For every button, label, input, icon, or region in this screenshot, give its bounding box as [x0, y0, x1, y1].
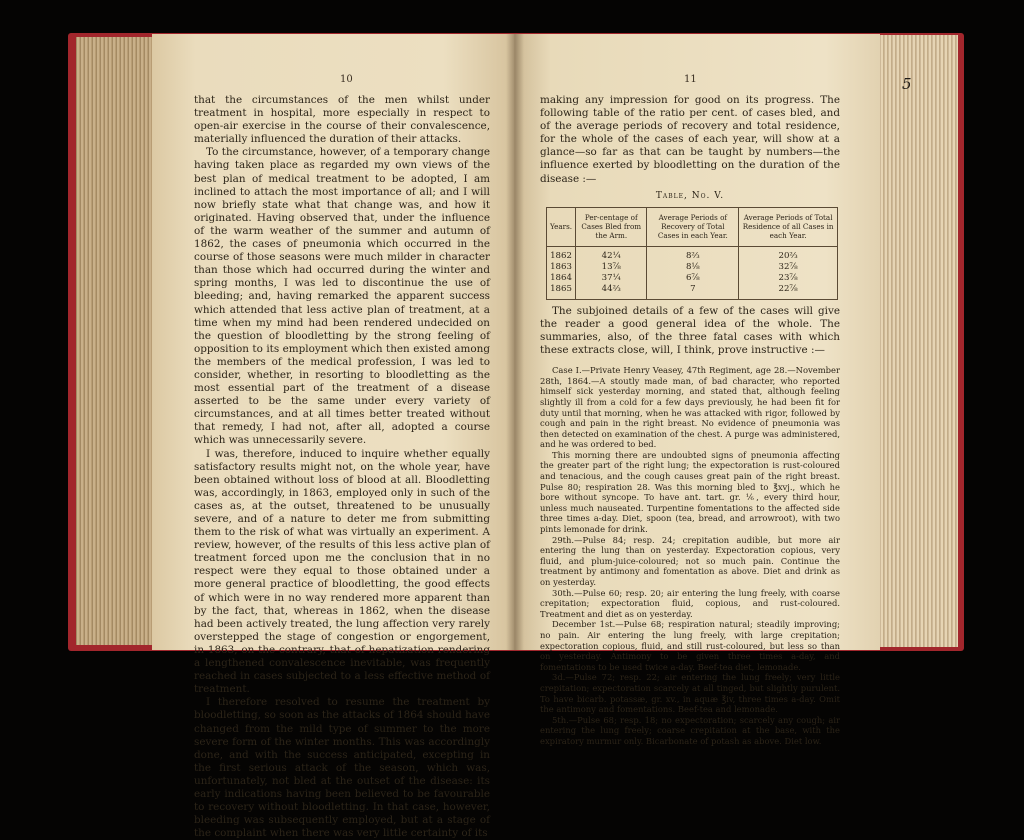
right-page-edges — [876, 35, 958, 647]
left-page — [152, 34, 516, 840]
case-paragraph: December 1st.—Pulse 68; respiration natural; steadily improving; no pain. Air entering the lung freely, with large crepitation; expectoration copious, fluid, and still rust-coloured, but less so than on yesterday. Antimony to be given three times a-day, and fomentations to be used twice a-day. Beef-tea diet, lemonade. — [540, 619, 840, 672]
table-header: Average Periods of Total Residence of all Cases in each Year. — [739, 207, 838, 246]
table-cell-residence: 20⅔ 32⅞ 23⅞ 22⅞ — [739, 246, 838, 299]
left-page-edges — [76, 37, 158, 645]
data-table — [546, 207, 838, 300]
case-notes — [540, 365, 840, 746]
table-header: Per-centage of Cases Bled from the Arm. — [576, 207, 647, 246]
paragraph: The subjoined details of a few of the cases will give the reader a good general idea of the whole. The summaries, also, of the three fatal cases with which these extracts close, will, I think, prove instructive :— — [540, 304, 840, 357]
table-header: Average Periods of Recovery of Total Cases in each Year. — [647, 207, 739, 246]
table-cell-recovery: 8⅔ 8⅛ 6⅞ 7 — [647, 246, 739, 299]
case-paragraph: 3d.—Pulse 72; resp. 22; air entering the lung freely; very little crepitation; expectoration scarcely at all tinged, but slightly purulent. To have bicarb. potassæ, gr. xv., in aquæ ℥iv, three times a-day. Omit the antimony and fomentations. Beef-tea and lemonade. — [540, 672, 840, 715]
table-title: Table, No. V. — [655, 190, 725, 201]
table-header-row — [547, 207, 838, 246]
page-number: 11 — [684, 74, 697, 85]
paragraph: I therefore resolved to resume the treatment by bloodletting, so soon as the attacks of 1864 should have changed from the mild type of summer to the more severe form of the winter months. This was accordingly done, and with the success anticipated, excepting in the first serious attack of the season, which was, unfortunately, not bled at the outset of the disease: its early indications having been believed to be favourable to recovery without bloodletting. In that case, however, bleeding was subsequently employed, but at a stage of the complaint when there was very little certainty of its — [194, 696, 490, 840]
table-cell-bled: 42¼ 13⅞ 37¼ 44⅔ — [576, 246, 647, 299]
left-page-text — [194, 94, 490, 840]
book-gutter — [506, 34, 524, 650]
table-row — [547, 246, 838, 299]
right-page — [514, 34, 880, 746]
case-paragraph: 5th.—Pulse 68; resp. 18; no expectoration; scarcely any cough; air entering the lung freely; coarse crepitation at the base, with the expiratory murmur only. Bicarbonate of potash as above. Diet low. — [540, 714, 840, 746]
paragraph: To the circumstance, however, of a temporary change having taken place as regarded my own views of the best plan of medical treatment to be adopted, I am inclined to attach the most importance of all; and I will now briefly state what that change was, and how it originated. Having observed that, under the influence of the warm weather of the summer and autumn of 1862, the cases of pneumonia which occurred in the course of those seasons were much milder in character than those which had occurred during the winter and spring months, I was led to discontinue the use of bleeding; and, having remarked the apparent success which attended that less active plan of treatment, at a time when my mind had been rendered undecided on the question of bloodletting by the strong feeling of opposition to its employment which then existed among the members of the medical profession, I was led to consider, whether, in resorting to bloodletting as the most essential part of the treatment of a disease asserted to be the same under every variety of circumstances, and at all times better treated without that remedy, I had not, after all, adopted a course which was unnecessarily severe. — [194, 146, 490, 447]
table-cell-years: 1862 1863 1864 1865 — [547, 246, 576, 299]
case-paragraph: This morning there are undoubted signs of pneumonia affecting the greater part of the right lung; the expectoration is rust-coloured and tenacious, and the cough causes great pain of the right breast. Pulse 80; respiration 28. Was this morning bled to ℥xvj., which he bore without syncope. To have ant. tart. gr. ⅙, every third hour, unless much nauseated. Turpentine fomentations to the affected side three times a-day. Diet, spoon (tea, bread, and arrowroot), with two pints lemonade for drink. — [540, 449, 840, 535]
case-paragraph: Case I.—Private Henry Veasey, 47th Regiment, age 28.—November 28th, 1864.—A stoutly made man, of bad character, who reported himself sick yesterday morning, and stated that, although feeling slightly ill from a cold for a few days previously, he had been fit for duty until that morning, when he was attacked with rigor, followed by cough and pain in the right breast. No evidence of pneumonia was then detected on examination of the chest. A purge was administered, and he was ordered to bed. — [540, 365, 840, 450]
paragraph: making any impression for good on its progress. The following table of the ratio per cent. of cases bled, and of the average periods of recovery and total residence, for the whole of the cases of each year, will show at a glance—so far as that can be taught by numbers—the influence exerted by bloodletting on the duration of the disease :— — [540, 94, 840, 185]
margin-handwritten-mark: 5 — [902, 75, 912, 93]
page-number: 10 — [340, 74, 353, 85]
table-header: Years. — [547, 207, 576, 246]
right-page-text — [540, 94, 840, 747]
paragraph: that the circumstances of the men whilst under treatment in hospital, more especially in respect to open-air exercise in the course of their convalescence, materially influenced the duration of their attacks. — [194, 94, 490, 146]
paragraph: I was, therefore, induced to inquire whether equally satisfactory results might not, on the whole year, have been obtained without loss of blood at all. Bloodletting was, accordingly, in 1863, employed only in such of the cases as, at the outset, threatened to be unusually severe, and of a nature to deter me from submitting them to the risk of what was virtually an experiment. A review, however, of the results of this less active plan of treatment forced upon me the conclusion that in no respect were they equal to those obtained under a more general practice of bloodletting, the good effects of which were in no way rendered more apparent than by the fact, that, whereas in 1862, when the disease had been actively treated, the lung affection very rarely overstepped the stage of congestion or engorgement, in 1863, on the contrary, that of hepatization rendering a lengthened convalescence inevitable, was frequently reached in cases subjected to a less effective method of treatment. — [194, 447, 490, 696]
case-paragraph: 30th.—Pulse 60; resp. 20; air entering the lung freely, with coarse crepitation; expectoration fluid, copious, and rust-coloured. Treatment and diet as on yesterday. — [540, 587, 840, 619]
case-paragraph: 29th.—Pulse 84; resp. 24; crepitation audible, but more air entering the lung than on yesterday. Expectoration copious, very fluid, and plum-juice-coloured; not so much pain. Continue the treatment by antimony and fomentation as above. Diet and drink as on yesterday. — [540, 534, 840, 587]
